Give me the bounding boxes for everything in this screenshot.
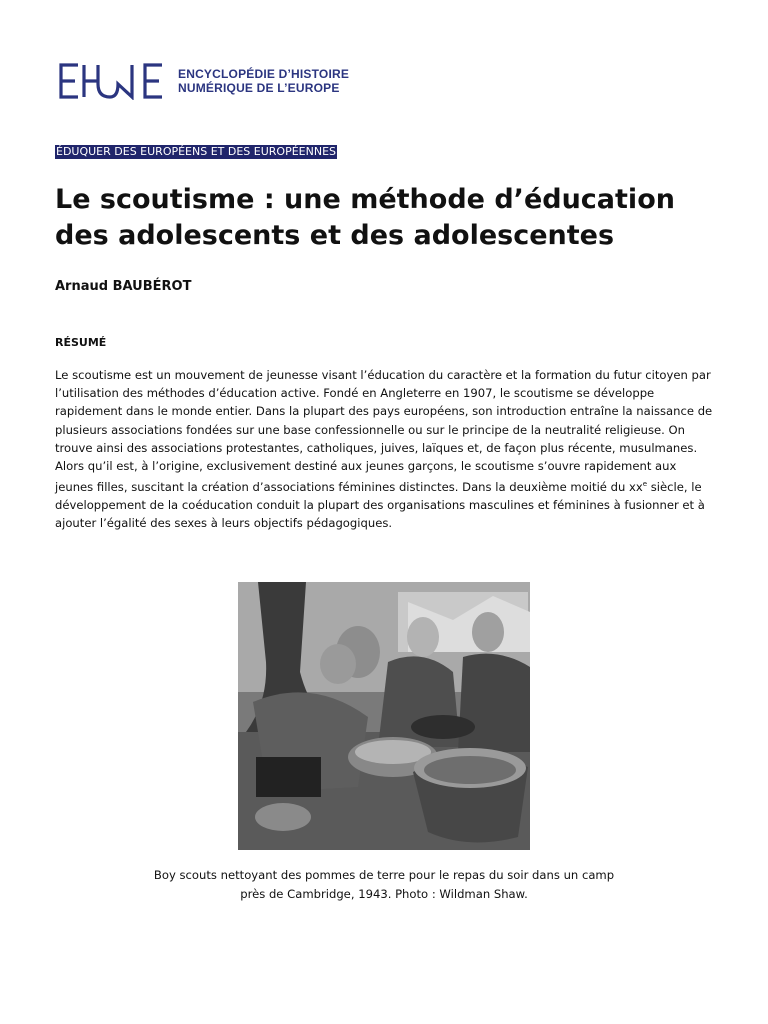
logo-text-line1: ENCYCLOPÉDIE D’HISTOIRE <box>178 67 350 81</box>
scouts-photo <box>238 582 530 850</box>
category-tag[interactable]: ÉDUQUER DES EUROPÉENS ET DES EUROPÉENNES <box>56 145 337 158</box>
caption-line2: près de Cambridge, 1943. Photo : Wildman Shaw. <box>240 886 528 901</box>
caption-line1: Boy scouts nettoyant des pommes de terre pour le repas du soir dans un camp <box>153 868 615 882</box>
abstract-text <box>55 366 715 533</box>
abstract-heading: RÉSUMÉ <box>55 336 107 349</box>
photo-caption <box>140 866 628 903</box>
logo-text-line2: NUMÉRIQUE DE L’EUROPE <box>178 81 340 95</box>
century-superscript: e <box>642 480 648 489</box>
ehne-logo-mark <box>58 62 166 100</box>
abstract-text-part2: siècle, le développement de la coéducation conduit la plupart des organisations masculines et féminines à fusionner et à ajouter l’égalité des sexes à leurs objectifs pédagogiques. <box>55 480 705 531</box>
logo-text <box>178 67 349 95</box>
abstract-text-part1: Le scoutisme est un mouvement de jeunesse visant l’éducation du caractère et la formation du futur citoyen par l’utilisation des méthodes d’éducation active. Fondé en Angleterre en 1907, le scoutisme se développe rapidement dans le monde entier. Dans la plupart des pays européens, son introduction entraîne la naissance de plusieurs associations fondées sur une base confessionnelle ou sur le principe de la neutralité religieuse. On trouve ainsi des associations protestantes, catholiques, juives, laïques et, de façon plus récente, musulmanes. Alors qu’il est, à l’origine, exclusivement destiné aux jeunes garçons, le scoutisme s’ouvre rapidement aux jeunes filles, suscitant la création d’associations féminines distinctes. Dans la deuxième moitié du xx <box>55 368 713 495</box>
ehne-logo[interactable] <box>58 60 349 102</box>
article-author: Arnaud BAUBÉROT <box>55 279 192 294</box>
scouts-photo-illustration <box>238 582 530 850</box>
article-title: Le scoutisme : une méthode d’éducation des adolescents et des adolescentes <box>55 184 675 251</box>
